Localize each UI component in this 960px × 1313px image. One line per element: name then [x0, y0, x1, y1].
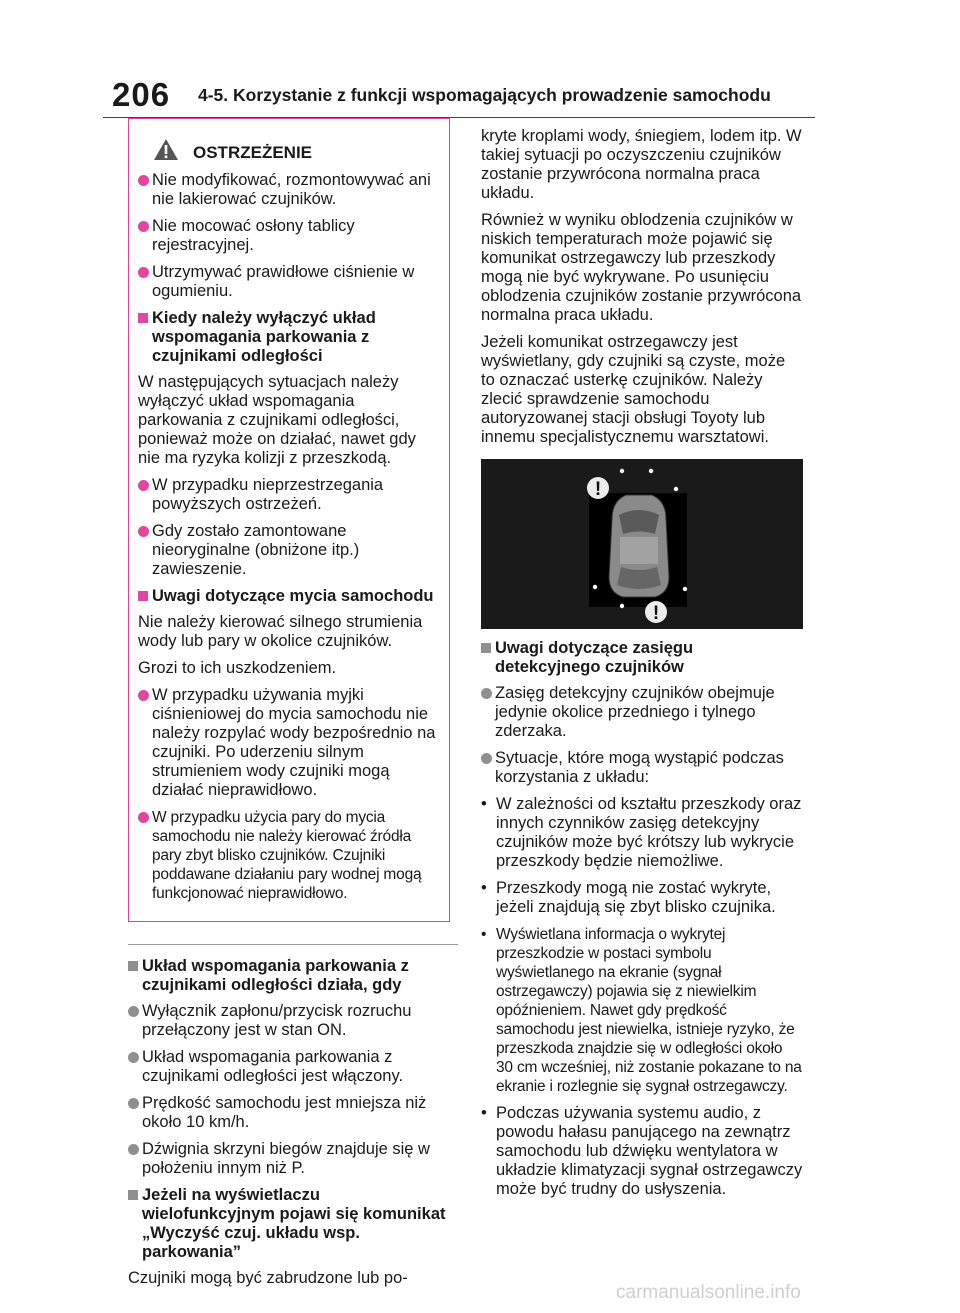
paragraph: kryte kroplami wody, śniegiem, lodem itp. W takiej sytuacji po oczyszczeniu czujników zostanie przywrócona normalna praca układu. — [481, 127, 802, 202]
warning-body — [129, 171, 449, 903]
subheading: Uwagi dotyczące mycia samochodu — [138, 587, 441, 606]
page-number: 206 — [112, 76, 171, 113]
right-column — [481, 127, 803, 1207]
page-header — [0, 0, 960, 120]
section-title: 4-5. Korzystanie z funkcji wspomagających prowadzenie samochodu — [198, 85, 771, 105]
list-item: Wyłącznik zapłonu/przycisk rozruchu przełączony jest w stan ON. — [128, 1002, 450, 1040]
list-item: Nie mocować osłony tablicy rejestracyjnej. — [138, 217, 441, 255]
subheading: Kiedy należy wyłączyć układ wspomagania parkowania z czujnikami odległości — [138, 309, 441, 366]
section-divider — [128, 944, 458, 945]
list-item: • W zależności od kształtu przeszkody oraz innych czynników zasięg detekcyjny czujników może być krótszy lub wykrycie przeszkody będzie niemożliwe. — [481, 795, 803, 871]
list-item: Dźwignia skrzyni biegów znajduje się w położeniu innym niż P. — [128, 1140, 450, 1178]
warning-triangle-icon — [153, 138, 179, 161]
paragraph: Czujniki mogą być zabrudzone lub po- — [128, 1269, 408, 1287]
list-item: • Wyświetlana informacja o wykrytej przeszkodzie w postaci symbolu wyświetlanego na ekranie (sygnał ostrzegawczy) pojawia się z niewielkim opóźnieniem. Nawet gdy prędkość samochodu jest niewielka, istnieje ryzyko, że przeszkoda znajdzie się w odległości około 30 cm wcześniej, niż zostanie pokazane to na ekranie i rozlegnie się sygnał ostrzegawczy. — [481, 925, 803, 1096]
warning-title: OSTRZEŻENIE — [193, 143, 313, 162]
list-item: Układ wspomagania parkowania z czujnikami odległości jest włączony. — [128, 1048, 450, 1086]
subheading: Uwagi dotyczące zasięgu detekcyjnego czujników — [481, 639, 803, 677]
list-item: W przypadku używania myjki ciśnieniowej do mycia samochodu nie należy rozpylać wody bezpośrednio na czujniki. Po uderzeniu silnym strumieniem wody czujniki mogą działać nieprawidłowo. — [138, 686, 441, 800]
watermark: carmanualsonline.info — [616, 1282, 801, 1303]
subheading: Układ wspomagania parkowania z czujnikami odległości działa, gdy — [128, 957, 450, 995]
paragraph: W następujących sytuacjach należy wyłączyć układ wspomagania parkowania z czujnikami odległości, ponieważ może on działać, nawet gdy nie ma ryzyka kolizji z przeszkodą. — [138, 373, 416, 467]
paragraph: Jeżeli komunikat ostrzegawczy jest wyświetlany, gdy czujniki są czyste, może to oznaczać usterkę czujników. Należy zlecić sprawdzenie samochodu autoryzowanej stacji obsługi Toyoty lub innemu specjalistycznemu warsztatowi. — [481, 333, 786, 446]
list-item: W przypadku użycia pary do mycia samochodu nie należy kierować źródła pary zbyt blisko czujników. Czujniki poddawane działaniu pary wodnej mogą funkcjonować nieprawidłowo. — [138, 808, 441, 903]
paragraph: Również w wyniku oblodzenia czujników w niskich temperaturach może pojawić się komunikat ostrzegawczy lub przeszkody mogą nie być wykrywane. Po usunięciu oblodzenia czujników zostanie przywrócona normalna praca układu. — [481, 211, 802, 324]
operating-conditions — [120, 957, 450, 1288]
list-item: Prędkość samochodu jest mniejsza niż około 10 km/h. — [128, 1094, 450, 1132]
car-icon — [609, 495, 669, 597]
car-top-view-illustration — [481, 459, 803, 629]
svg-text:!: ! — [594, 479, 602, 500]
list-item: • Podczas używania systemu audio, z powodu hałasu panującego na zewnątrz samochodu lub dźwięku wentylatora w układzie klimatyzacji sygnał ostrzegawczy może być trudny do usłyszenia. — [481, 1104, 803, 1199]
list-item: Nie modyfikować, rozmontowywać ani nie lakierować czujników. — [138, 171, 441, 209]
list-item: Zasięg detekcyjny czujników obejmuje jedynie okolice przedniego i tylnego zderzaka. — [481, 684, 803, 741]
sensor-display-figure — [481, 459, 803, 629]
warning-box — [128, 118, 450, 922]
svg-text:!: ! — [652, 603, 660, 624]
warning-header — [129, 119, 449, 171]
paragraph: Grozi to ich uszkodzeniem. — [138, 659, 337, 677]
list-item: Gdy zostało zamontowane nieoryginalne (obniżone itp.) zawieszenie. — [138, 522, 441, 579]
paragraph: Nie należy kierować silnego strumienia wody lub pary w okolice czujników. — [138, 613, 423, 650]
list-item: Sytuacje, które mogą wystąpić podczas korzystania z układu: — [481, 749, 803, 787]
list-item: • Przeszkody mogą nie zostać wykryte, jeżeli znajdują się zbyt blisko czujnika. — [481, 879, 803, 917]
left-column — [120, 118, 450, 1296]
list-item: Utrzymywać prawidłowe ciśnienie w ogumieniu. — [138, 263, 441, 301]
list-item: W przypadku nieprzestrzegania powyższych ostrzeżeń. — [138, 476, 441, 514]
subheading: Jeżeli na wyświetlaczu wielofunkcyjnym pojawi się komunikat „Wyczyść czuj. układu wsp. parkowania” — [128, 1186, 450, 1262]
